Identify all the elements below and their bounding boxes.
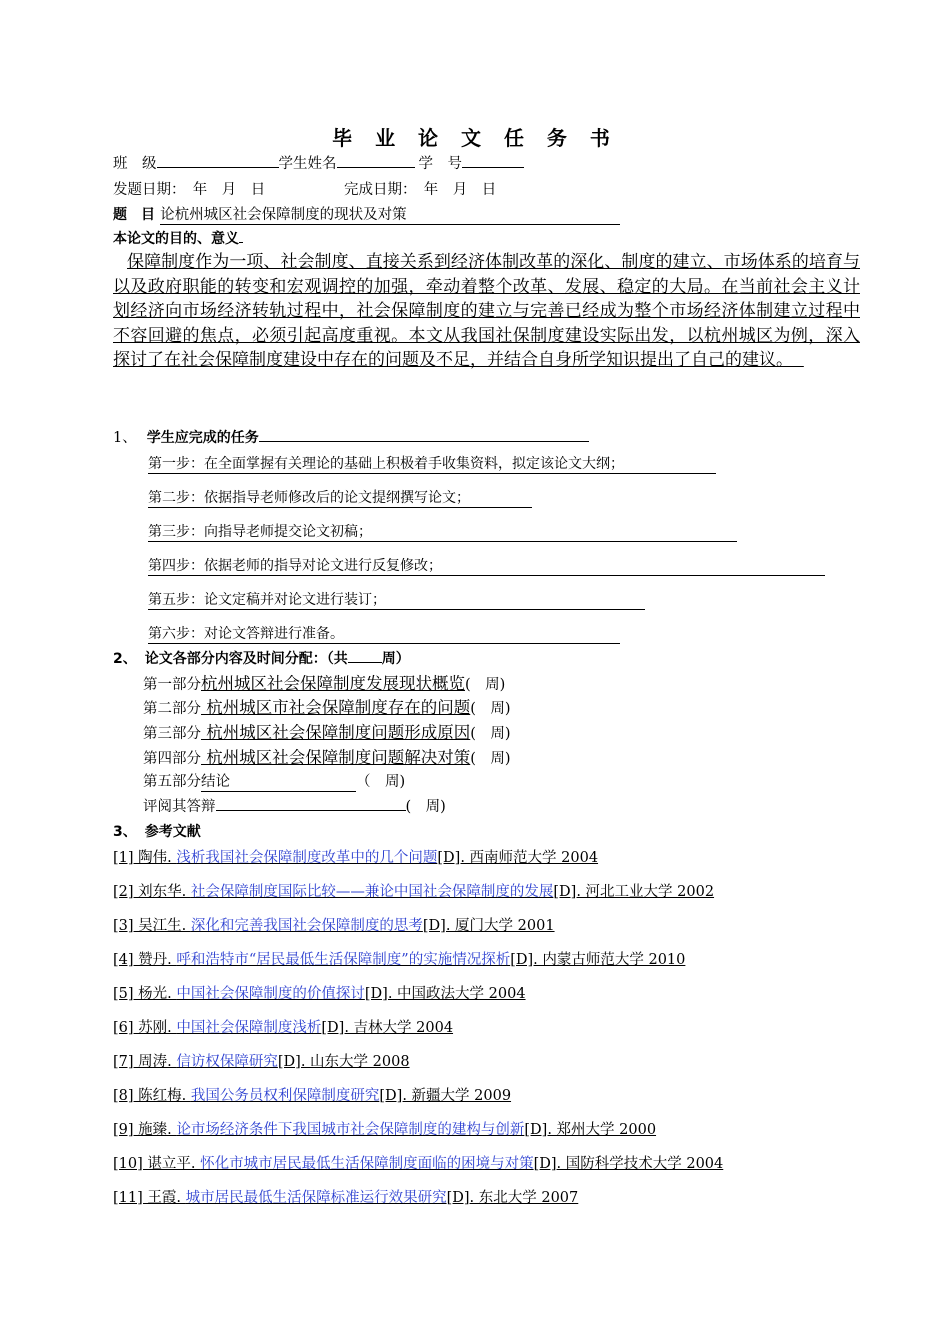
class-blank[interactable]: [157, 153, 279, 168]
parts-number: 2、: [113, 651, 137, 667]
reference-item-4[interactable]: [4] 赞丹. 呼和浩特市“居民最低生活保障制度”的实施情况探析[D]. 内蒙古师范大学 2010: [113, 952, 686, 968]
parts-heading-suffix: 周）: [381, 651, 410, 667]
part-row-4: 第四部分 杭州城区社会保障制度问题解决对策( 周): [143, 748, 511, 767]
topic-value: 论杭州城区社会保障制度的现状及对策: [160, 203, 620, 225]
reference-item-10[interactable]: [10] 谌立平. 怀化市城市居民最低生活保障制度面临的困境与对策[D]. 国防科学技术大学 2004: [113, 1156, 724, 1172]
task-step-5: 第五步：论文定稿并对论文进行装订；: [148, 589, 645, 610]
parts-total-weeks-blank[interactable]: [348, 648, 382, 663]
reference-link[interactable]: 中国社会保障制度浅析: [176, 1020, 322, 1036]
reference-link[interactable]: 中国社会保障制度的价值探讨: [176, 986, 365, 1002]
tasks-number: 1、: [113, 430, 137, 446]
task-step-1: 第一步：在全面掌握有关理论的基础上积极着手收集资料，拟定该论文大纲；: [148, 453, 716, 474]
reference-link[interactable]: 浅析我国社会保障制度改革中的几个问题: [176, 850, 438, 866]
tasks-heading-row: [113, 426, 589, 447]
reference-link[interactable]: 城市居民最低生活保障标准运行效果研究: [185, 1190, 447, 1206]
references-heading-row: [113, 821, 201, 841]
task-step-4: 第四步：依据老师的指导对论文进行反复修改；: [148, 555, 825, 576]
class-label: 班 级: [113, 156, 157, 172]
student-name-blank[interactable]: [337, 153, 415, 168]
topic-row: [113, 203, 620, 225]
references-heading: 参考文献: [144, 824, 201, 840]
parts-heading-row: [113, 648, 410, 668]
purpose-heading: 本论文的目的、意义: [113, 228, 243, 248]
reference-item-5[interactable]: [5] 杨光. 中国社会保障制度的价值探讨[D]. 中国政法大学 2004: [113, 986, 526, 1002]
reference-item-2[interactable]: [2] 刘东华. 社会保障制度国际比较——兼论中国社会保障制度的发展[D]. 河北工业大学 2002: [113, 884, 715, 900]
task-step-2: 第二步：依据指导老师修改后的论文提纲撰写论文；: [148, 487, 532, 508]
part-row-3: 第三部分 杭州城区社会保障制度问题形成原因( 周): [143, 723, 511, 742]
topic-label: 题 目: [113, 207, 155, 223]
reference-link[interactable]: 怀化市城市居民最低生活保障制度面临的困境与对策: [200, 1156, 534, 1172]
reference-item-9[interactable]: [9] 施臻. 论市场经济条件下我国城市社会保障制度的建构与创新[D]. 郑州大学 2000: [113, 1122, 657, 1138]
tasks-heading: 学生应完成的任务: [146, 430, 259, 446]
reference-link[interactable]: 信访权保障研究: [176, 1054, 278, 1070]
student-name-label: 学生姓名: [278, 156, 337, 172]
reference-item-6[interactable]: [6] 苏刚. 中国社会保障制度浅析[D]. 吉林大学 2004: [113, 1020, 454, 1036]
student-id-blank[interactable]: [462, 153, 524, 168]
parts-heading-prefix: 论文各部分内容及时间分配：（共: [144, 651, 348, 667]
reference-item-3[interactable]: [3] 吴江生. 深化和完善我国社会保障制度的思考[D]. 厦门大学 2001: [113, 918, 555, 934]
reference-link[interactable]: 深化和完善我国社会保障制度的思考: [190, 918, 423, 934]
part-row-5: 第五部分结论 （ 周): [143, 770, 405, 792]
issue-date: 发题日期： 年 月 日: [113, 182, 266, 198]
class-name-id-row: [113, 152, 524, 173]
part-row-review: 评阅其答辩 ( 周): [143, 795, 446, 816]
part-row-2: 第二部分 杭州城区市社会保障制度存在的问题( 周): [143, 698, 511, 717]
reference-link[interactable]: 论市场经济条件下我国城市社会保障制度的建构与创新: [176, 1122, 525, 1138]
part-row-1: 第一部分杭州城区社会保障制度发展现状概览( 周): [143, 674, 506, 693]
references-number: 3、: [113, 824, 137, 840]
reference-item-7[interactable]: [7] 周涛. 信访权保障研究[D]. 山东大学 2008: [113, 1054, 410, 1070]
task-step-6: 第六步：对论文答辩进行准备。: [148, 623, 620, 644]
task-step-3: 第三步：向指导老师提交论文初稿；: [148, 521, 737, 542]
finish-date: 完成日期： 年 月 日: [344, 182, 497, 198]
tasks-heading-blank: [259, 427, 589, 442]
student-id-label: 学 号: [418, 156, 462, 172]
document-title: 毕 业 论 文 任 务 书: [332, 126, 618, 150]
reference-link[interactable]: 我国公务员权利保障制度研究: [190, 1088, 380, 1104]
reference-item-1[interactable]: [1] 陶伟. 浅析我国社会保障制度改革中的几个问题[D]. 西南师范大学 2004: [113, 850, 599, 866]
purpose-text: 保障制度作为一项、社会制度、直接关系到经济体制改革的深化、制度的建立、市场体系的培育与以及政府职能的转变和宏观调控的加强，牵动着整个改革、发展、稳定的大局。在当前社会主义计划经济向市场经济转轨过程中，社会保障制度的建立与完善已经成为整个市场经济体制建立过程中不容回避的焦点，必须引起高度重视。本文从我国社保制度建设实际出发，以杭州城区为例，深入探讨了在社会保障制度建设中存在的问题及不足，并结合自身所学知识提出了自己的建议。: [113, 252, 860, 370]
reference-link[interactable]: 呼和浩特市“居民最低生活保障制度”的实施情况探析: [176, 952, 511, 968]
reference-item-11[interactable]: [11] 王霞. 城市居民最低生活保障标准运行效果研究[D]. 东北大学 2007: [113, 1190, 579, 1206]
reference-link[interactable]: 社会保障制度国际比较——兼论中国社会保障制度的发展: [190, 884, 554, 900]
reference-item-8[interactable]: [8] 陈红梅. 我国公务员权利保障制度研究[D]. 新疆大学 2009: [113, 1088, 512, 1104]
